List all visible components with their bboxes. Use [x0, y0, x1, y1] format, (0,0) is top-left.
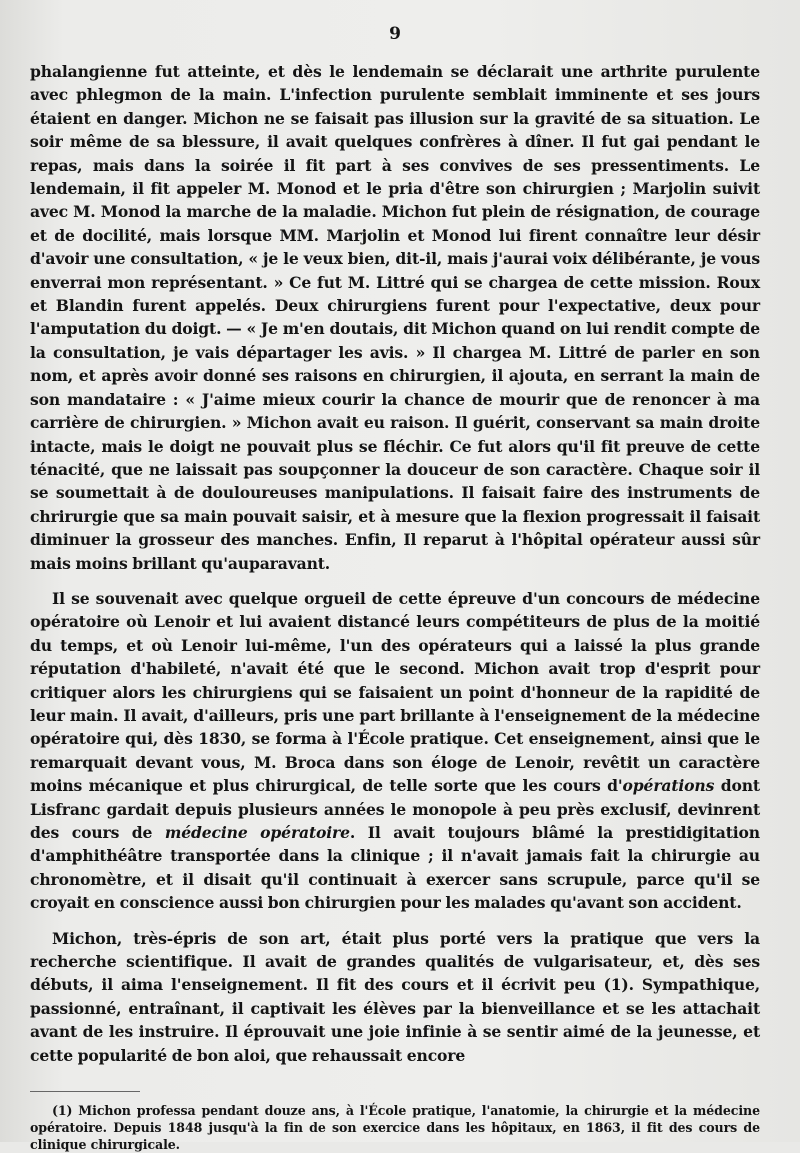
paragraph-2-italic-operations: opérations	[622, 776, 715, 796]
page-number: 9	[389, 24, 401, 44]
body-text	[30, 60, 760, 1067]
paragraph-2	[30, 587, 760, 915]
paragraph-2-italic-medecine: médecine opératoire	[164, 823, 350, 842]
paragraph-3	[30, 927, 760, 1067]
footnote: (1) Michon professa pendant douze ans, à l'École pratique, l'anatomie, la chirurgie et la médecine opératoire. Depuis 1848 jusqu'à la fin de son exercice dans les hôpitaux, en 1863, il fit des cours de clinique chirurgicale.	[30, 1103, 760, 1153]
paragraph-2-text-a: Il se souvenait avec quelque orgueil de cette épreuve d'un concours de médecine opératoire où Lenoir et lui avaient distancé leurs compétiteurs de plus de la moitié du temps, et où Lenoir lui-même, l'un des opérateurs qui a laissé la plus grande réputation d'habileté, n'avait été que le second. Michon avait trop d'esprit pour critiquer alors les chirurgiens qui se faisaient un point d'honneur de la rapidité de leur main. Il avait, d'ailleurs, pris une part brillante à l'enseignement de la médecine opératoire qui, dès 1830, se forma à l'École pratique. Cet enseignement, ainsi que le remarquait devant vous, M. Broca dans son éloge de Lenoir, revêtit un caractère moins mécanique et plus chirurgical, de telle sorte que les cours d'	[30, 588, 760, 796]
paragraph-2-text-c: . Il avait toujours blâmé la prestidigitation d'amphithéâtre transportée dans la clinique ; il n'avait jamais fait la chirurgie au chronomètre, et il disait qu'il continuait à exercer sans scrupule, parce qu'il se croyait en conscience aussi bon chirurgien pour les malades qu'avant son accident.	[30, 823, 760, 913]
footnote-divider	[30, 1091, 140, 1092]
paragraph-1	[30, 60, 760, 575]
paragraph-1-text: phalangienne fut atteinte, et dès le lendemain se déclarait une arthrite purulente avec phlegmon de la main. L'infection purulente semblait imminente et ses jours étaient en danger. Michon ne se faisait pas illusion sur la gravité de sa situation. Le soir même de sa blessure, il avait quelques confrères à dîner. Il fut gai pendant le repas, mais dans la soirée il fit part à ses convives de ses pressentiments. Le lendemain, il fit appeler M. Monod et le pria d'être son chirurgien ; Marjolin suivit avec M. Monod la marche de la maladie. Michon fut plein de résignation, de courage et de docilité, mais lorsque MM. Marjolin et Monod lui firent connaître leur désir d'avoir une consultation, « je le veux bien, dit-il, mais j'aurai voix délibérante, je vous enverrai mon représentant. » Ce fut M. Littré qui se chargea de cette mission. Roux et Blandin furent appelés. Deux chirurgiens furent pour l'expectative, deux pour l'amputation du doigt. — « Je m'en doutais, dit Michon quand on lui rendit compte de la consultation, je vais départager les avis. » Il chargea M. Littré de parler en son nom, et après avoir donné ses raisons en chirurgien, il ajouta, en serrant la main de son mandataire : « J'aime mieux courir la chance de mourir que de renoncer à ma carrière de chirurgien. » Michon avait eu raison. Il guérit, conservant sa main droite intacte, mais le doigt ne pouvait plus se fléchir. Ce fut alors qu'il fit preuve de cette ténacité, que ne laissait pas soupçonner la douceur de son caractère. Chaque soir il se soumettait à de douloureuses manipulations. Il faisait faire des instruments de chrirurgie que sa main pouvait saisir, et à mesure que la flexion progressait il faisait diminuer la grosseur des manches. Enfin, Il reparut à l'hôpital opérateur aussi sûr mais moins brillant qu'auparavant.	[30, 62, 760, 573]
paragraph-3-text: Michon, très-épris de son art, était plus porté vers la pratique que vers la recherche scientifique. Il avait de grandes qualités de vulgarisateur, et, dès ses débuts, il aima l'enseignement. Il fit des cours et il écrivit peu (1). Sympathique, passionné, entraînant, il captivait les élèves par la bienveillance et se les attachait avant de les instruire. Il éprouvait une joie infinie à se sentir aimé de la jeunesse, et cette popularité de bon aloi, que rehaussait encore	[30, 928, 760, 1065]
paragraph-2-text-b: dont Lisfranc gardait depuis plusieurs années le monopole à peu près exclusif, devinrent des cours de	[30, 776, 760, 842]
